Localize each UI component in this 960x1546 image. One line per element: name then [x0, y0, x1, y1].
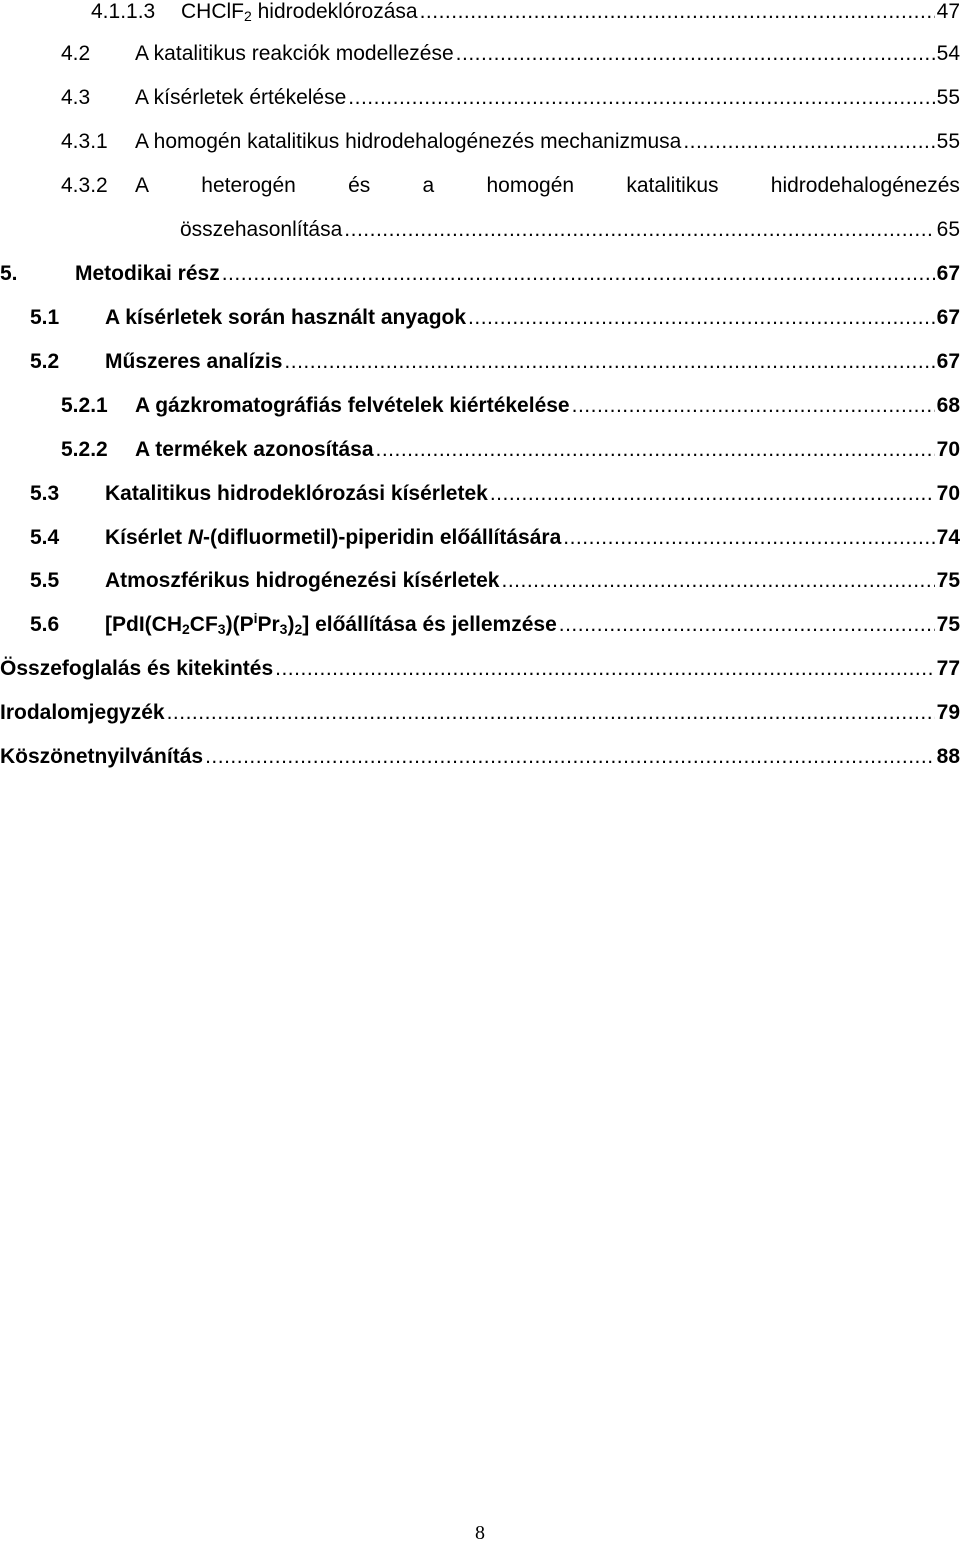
- toc-entry[interactable]: [0, 39, 960, 69]
- toc-number: 4.3: [61, 86, 91, 109]
- toc-leader: [559, 610, 935, 640]
- toc-title: A katalitikus reakciók modellezése: [135, 42, 454, 65]
- toc-title: CHClF$_2$ hidrodeklórozása: [181, 0, 418, 24]
- toc-entry[interactable]: [0, 347, 960, 377]
- toc-page: 79: [936, 701, 960, 724]
- toc-leader: [167, 698, 935, 728]
- toc-number: 5.4: [30, 526, 60, 549]
- toc-entry[interactable]: [0, 391, 960, 421]
- toc-page: 75: [936, 613, 960, 636]
- toc-leader: [563, 523, 934, 553]
- toc-number: 4.3.2: [61, 174, 108, 197]
- toc-title-continuation: összehasonlítása: [180, 218, 343, 241]
- toc-title: A kísérletek során használt anyagok: [105, 306, 467, 329]
- toc-entry[interactable]: [0, 0, 960, 27]
- toc-title: $[PdI(CH_2CF_3)(P^iPr_3)_2]$ előállítása és jellemzése: [105, 610, 557, 637]
- toc-page: 74: [936, 526, 960, 549]
- toc-entry[interactable]: [0, 654, 960, 684]
- toc-entry[interactable]: [0, 742, 960, 772]
- toc-page: 67: [936, 350, 960, 373]
- toc-number: 5.: [0, 262, 18, 285]
- toc-page: 55: [936, 86, 960, 109]
- toc-leader: [572, 391, 935, 421]
- toc-entry[interactable]: [0, 303, 960, 333]
- toc-leader: [222, 259, 935, 289]
- toc-leader: [501, 566, 934, 596]
- toc-number: 4.3.1: [61, 130, 108, 153]
- toc-title: A termékek azonosítása: [135, 438, 374, 461]
- toc-title: A gázkromatográfiás felvételek kiértékelése: [135, 394, 570, 417]
- toc-entry[interactable]: [0, 127, 960, 157]
- toc-title: A heterogén és a homogén katalitikus hidrodehalogénezés: [135, 174, 960, 197]
- toc-title: Katalitikus hidrodeklórozási kísérletek: [105, 482, 488, 505]
- toc-page: 55: [936, 130, 960, 153]
- toc-leader: [468, 303, 935, 333]
- toc-title: Metodikai rész: [75, 262, 220, 285]
- toc-leader: [205, 742, 935, 772]
- toc-page: 54: [936, 42, 960, 65]
- toc-number: 5.5: [30, 569, 60, 592]
- toc-leader: [284, 347, 934, 377]
- toc-leader: [344, 215, 934, 245]
- toc-entry[interactable]: [0, 566, 960, 596]
- toc-entry[interactable]: [0, 171, 960, 201]
- toc-page: 75: [936, 569, 960, 592]
- toc-leader: [456, 39, 935, 69]
- toc-leader: [683, 127, 934, 157]
- toc-leader: [376, 435, 935, 465]
- toc-title: Atmoszférikus hidrogénezési kísérletek: [105, 569, 500, 592]
- toc-title: Összefoglalás és kitekintés: [0, 657, 274, 680]
- toc-number: 5.3: [30, 482, 60, 505]
- toc-entry[interactable]: [0, 435, 960, 465]
- toc-entry[interactable]: [0, 610, 960, 640]
- toc-title: Műszeres analízis: [105, 350, 283, 373]
- toc-page: 70: [936, 482, 960, 505]
- page-number: 8: [475, 1522, 485, 1544]
- toc-number: 5.2.1: [61, 394, 108, 417]
- toc-title: A kísérletek értékelése: [135, 86, 347, 109]
- toc-leader: [420, 0, 935, 27]
- toc-page: 77: [936, 657, 960, 680]
- toc-number: 5.2: [30, 350, 60, 373]
- toc-title: Köszönetnyilvánítás: [0, 745, 204, 768]
- toc-entry-continuation[interactable]: [0, 215, 960, 245]
- toc-page: 67: [936, 262, 960, 285]
- toc-number: 5.1: [30, 306, 60, 329]
- toc-page: 65: [936, 218, 960, 241]
- toc-entry[interactable]: [0, 479, 960, 509]
- toc-entry[interactable]: [0, 523, 960, 553]
- toc-title: A homogén katalitikus hidrodehalogénezés mechanizmusa: [135, 130, 682, 153]
- toc-page: 70: [936, 438, 960, 461]
- toc-number: 4.2: [61, 42, 91, 65]
- toc-page: 67: [936, 306, 960, 329]
- toc-page: 47: [936, 0, 960, 23]
- toc-entry[interactable]: [0, 83, 960, 113]
- toc-number: 5.6: [30, 613, 60, 636]
- toc-leader: [275, 654, 935, 684]
- toc-leader: [348, 83, 934, 113]
- toc-title: Irodalomjegyzék: [0, 701, 165, 724]
- toc-page: 68: [936, 394, 960, 417]
- toc-number: 4.1.1.3: [91, 0, 156, 23]
- toc-entry[interactable]: [0, 698, 960, 728]
- toc-entry[interactable]: [0, 259, 960, 289]
- toc-leader: [490, 479, 935, 509]
- toc-page: 88: [936, 745, 960, 768]
- toc-title: Kísérlet N-(difluormetil)-piperidin előállítására: [105, 526, 562, 549]
- toc-number: 5.2.2: [61, 438, 108, 461]
